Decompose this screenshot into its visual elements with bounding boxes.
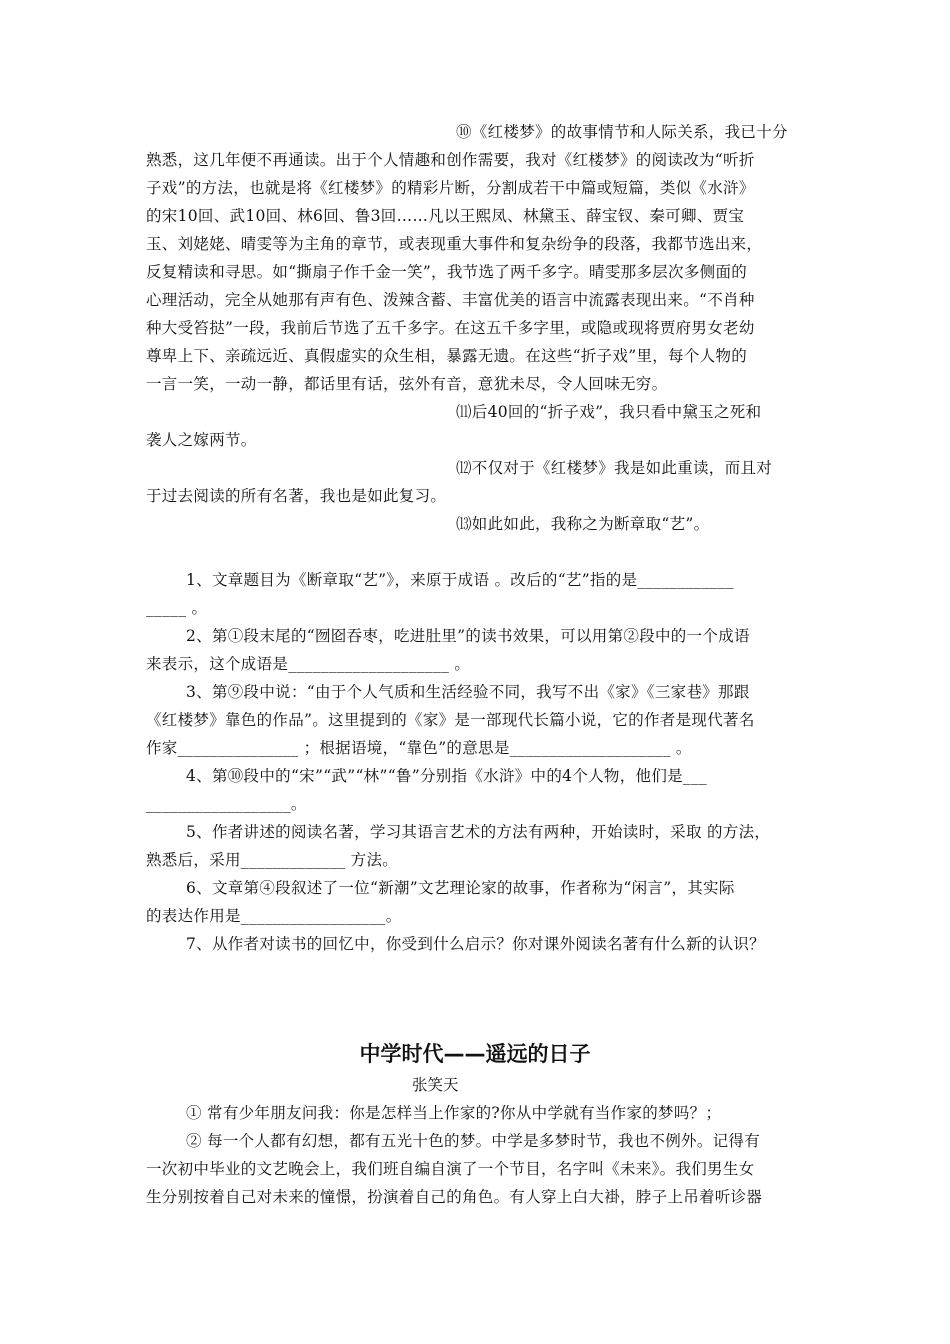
p10-line-1: ⑩《红楼梦》的故事情节和人际关系，我已十分 [456,123,788,141]
question-2-line-1: 2、第①段末尾的“囫囵吞枣，吃进肚里”的读书效果，可以用第②段中的一个成语 [186,627,750,645]
article-title: 中学时代——遥远的日子 [359,1042,591,1066]
p10-line-6: 反复精读和寻思。如“撕扇子作千金一笑”，我节选了两千多字。晴雯那多层次多侧面的 [146,263,748,281]
question-6-line-2: 的表达作用是__________________。 [146,907,402,925]
question-3-line-1: 3、第⑨段中说：“由于个人气质和生活经验不同，我写不出《家》《三家巷》那跟 [186,683,750,701]
article-author: 张笑天 [412,1076,459,1094]
question-4-line-2: __________________。 [146,795,307,813]
question-3-line-3: 作家_______________ ；根据语境，“靠色”的意思是____________________ 。 [146,739,692,757]
p12-line-1: ⑿不仅对于《红楼梦》我是如此重读，而且对 [456,459,773,477]
p10-line-9: 尊卑上下、亲疏远近、真假虚实的众生相，暴露无遗。在这些“折子戏”里，每个人物的 [146,347,748,365]
p11-line-2: 袭人之嫁两节。 [146,431,257,449]
article-line-4: 生分别按着自己对未来的憧憬，扮演着自己的角色。有人穿上白大褂，脖子上吊着听诊器 [146,1188,763,1206]
question-5-line-1: 5、作者讲述的阅读名著，学习其语言艺术的方法有两种，开始读时，采取 的方法， [186,823,771,841]
question-5-line-2: 熟悉后，采用_____________ 方法。 [146,851,399,869]
question-1-line-1: 1、文章题目为《断章取“艺”》，来原于成语 。改后的“艺”指的是____________ [186,571,734,589]
question-2-line-2: 来表示，这个成语是____________________ 。 [146,655,471,673]
question-6-line-1: 6、文章第④段叙述了一位“新潮”文艺理论家的故事，作者称为“闲言”，其实际 [186,879,735,897]
article-line-1: ① 常有少年朋友问我：你是怎样当上作家的?你从中学就有当作家的梦吗？； [186,1104,722,1122]
p10-line-8: 种大受笞挞”一段，我前后节选了五千多字。在这五千多字里，或隐或现将贾府男女老幼 [146,319,755,337]
p12-line-2: 于过去阅读的所有名著，我也是如此复习。 [146,487,447,505]
p10-line-4: 的宋10回、武10回、林6回、鲁3回……凡以王熙凤、林黛玉、薛宝钗、秦可卿、贾宝 [146,207,745,225]
question-4-line-1: 4、第⑩段中的“宋”“武”“林”“鲁”分别指《水浒》中的4个人物，他们是___ [186,767,708,785]
p10-line-5: 玉、刘姥姥、晴雯等为主角的章节，或表现重大事件和复杂纷争的段落，我都节选出来， [146,235,763,253]
question-1-line-2: _____ 。 [146,599,208,617]
p13-line-1: ⒀如此如此，我称之为断章取“艺”。 [456,515,710,533]
p10-line-2: 熟悉，这几年便不再通读。出于个人情趣和创作需要，我对《红楼梦》的阅读改为“听折 [146,151,755,169]
p10-line-7: 心理活动，完全从她那有声有色、泼辣含蓄、丰富优美的语言中流露表现出来。“不肖种 [146,291,755,309]
p10-line-10: 一言一笑，一动一静，都话里有话，弦外有音，意犹未尽，令人回味无穷。 [146,375,668,393]
article-line-2: ② 每一个人都有幻想，都有五光十色的梦。中学是多梦时节，我也不例外。记得有 [186,1132,761,1150]
p10-line-3: 子戏”的方法，也就是将《红楼梦》的精彩片断，分割成若干中篇或短篇，类似《水浒》 [146,179,755,197]
article-line-3: 一次初中毕业的文艺晚会上，我们班自编自演了一个节目，名字叫《未来》。我们男生女 [146,1160,755,1178]
p11-line-1: ⑾后40回的“折子戏”，我只看中黛玉之死和 [456,403,762,421]
question-7-line-1: 7、从作者对读书的回忆中，你受到什么启示？你对课外阅读名著有什么新的认识？ [186,935,765,953]
question-3-line-2: 《红楼梦》靠色的作品”。这里提到的《家》是一部现代长篇小说，它的作者是现代著名 [146,711,755,729]
